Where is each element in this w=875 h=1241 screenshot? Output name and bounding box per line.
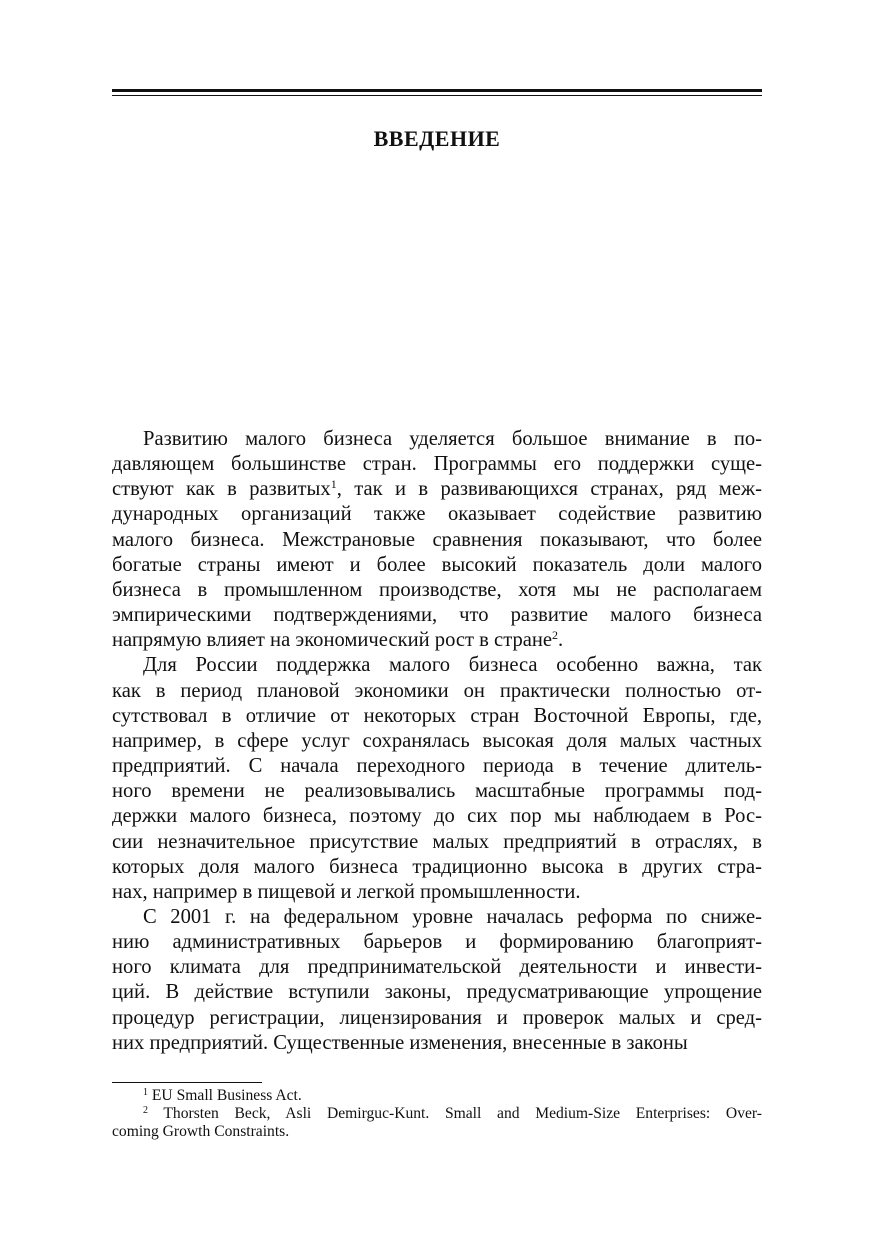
line-text: эмпирическими подтверждениями, что развитие малого бизнеса xyxy=(112,604,762,627)
footnote-ref[interactable]: 1 xyxy=(330,477,337,492)
paragraph xyxy=(112,653,762,905)
footnotes xyxy=(112,1087,762,1141)
text-line xyxy=(112,477,762,502)
text-line xyxy=(112,880,762,905)
footnote-mark: 1 xyxy=(143,1087,148,1098)
footnote xyxy=(112,1105,762,1141)
line-text: Развитию малого бизнеса уделяется большое внимание в по- xyxy=(143,428,762,450)
footnote-mark: 2 xyxy=(143,1105,148,1116)
footnote-line xyxy=(112,1087,762,1105)
text-line xyxy=(112,754,762,779)
line-text: напрямую влияет на экономический рост в стране xyxy=(112,629,553,652)
text-line xyxy=(112,679,762,704)
text-line xyxy=(112,704,762,729)
line-text: малого бизнеса. Межстрановые сравнения показывают, что более xyxy=(112,528,762,551)
footnote-separator xyxy=(112,1082,262,1083)
line-text: бизнеса в промышленном производстве, хотя мы не располагаем xyxy=(112,578,762,601)
text-line xyxy=(112,427,762,452)
line-text: держки малого бизнеса, поэтому до сих пор мы наблюдаем в Рос- xyxy=(112,805,762,828)
text-line xyxy=(112,729,762,754)
text-line xyxy=(112,528,762,553)
text-line xyxy=(112,955,762,980)
footnote-line xyxy=(112,1123,762,1141)
body-text xyxy=(112,427,762,1056)
text-line xyxy=(112,1006,762,1031)
line-text: нию административных барьеров и формированию благоприят- xyxy=(112,931,762,954)
footnote xyxy=(112,1087,762,1105)
text-line xyxy=(112,930,762,955)
footnote-text: coming Growth Constraints. xyxy=(112,1123,290,1140)
text-line xyxy=(112,502,762,527)
line-text: Для России поддержка малого бизнеса особенно важна, так xyxy=(143,654,762,677)
text-line xyxy=(112,578,762,603)
line-text: например, в сфере услуг сохранялась высокая доля малых частных xyxy=(112,729,762,752)
line-text: предприятий. С начала переходного периода в течение длитель- xyxy=(112,755,762,778)
text-line xyxy=(112,452,762,477)
line-text-after: , так и в развивающихся странах, ряд меж- xyxy=(336,478,762,501)
text-line xyxy=(112,830,762,855)
paragraph xyxy=(112,905,762,1056)
line-text: С 2001 г. на федеральном уровне началась реформа по сниже- xyxy=(143,905,762,928)
line-text: них предприятий. Существенные изменения, внесенные в законы xyxy=(112,1031,688,1054)
line-text: которых доля малого бизнеса традиционно высока в других стра- xyxy=(112,855,762,878)
line-text: нах, например в пищевой и легкой промышленности. xyxy=(112,880,581,903)
text-line xyxy=(112,553,762,578)
text-line xyxy=(112,779,762,804)
footnote-line xyxy=(112,1105,762,1123)
text-line xyxy=(112,603,762,628)
chapter-title: ВВЕДЕНИЕ xyxy=(373,126,501,151)
line-text: дународных организаций также оказывает содействие развитию xyxy=(112,503,762,526)
line-text: как в период плановой экономики он практически полностью от- xyxy=(112,679,762,702)
line-text-after: . xyxy=(558,629,564,652)
text-line xyxy=(112,804,762,829)
text-line xyxy=(112,628,762,653)
line-text: процедур регистрации, лицензирования и проверок малых и сред- xyxy=(112,1006,762,1029)
top-double-rule xyxy=(112,89,762,96)
footnote-text: Thorsten Beck, Asli Demirguc-Kunt. Small and Medium-Size Enterprises: Over- xyxy=(163,1105,762,1122)
line-text: ций. В действие вступили законы, предусматривающие упрощение xyxy=(112,981,762,1004)
paragraph xyxy=(112,427,762,653)
line-text: сутствовал в отличие от некоторых стран Восточной Европы, где, xyxy=(112,704,762,727)
footnote-text: EU Small Business Act. xyxy=(151,1087,302,1104)
line-text: богатые страны имеют и более высокий показатель доли малого xyxy=(112,553,762,576)
text-line xyxy=(112,905,762,930)
text-line xyxy=(112,980,762,1005)
text-line xyxy=(112,653,762,678)
line-text: ного времени не реализовывались масштабные программы под- xyxy=(112,780,762,803)
line-text: сии незначительное присутствие малых предприятий в отраслях, в xyxy=(112,830,762,853)
line-text: давляющем большинстве стран. Программы его поддержки суще- xyxy=(112,453,762,476)
text-line xyxy=(112,1031,762,1056)
line-text: ного климата для предпринимательской деятельности и инвести- xyxy=(112,956,762,979)
line-text: ствуют как в развитых xyxy=(112,478,331,501)
footnote-ref[interactable]: 2 xyxy=(552,628,559,643)
text-line xyxy=(112,855,762,880)
